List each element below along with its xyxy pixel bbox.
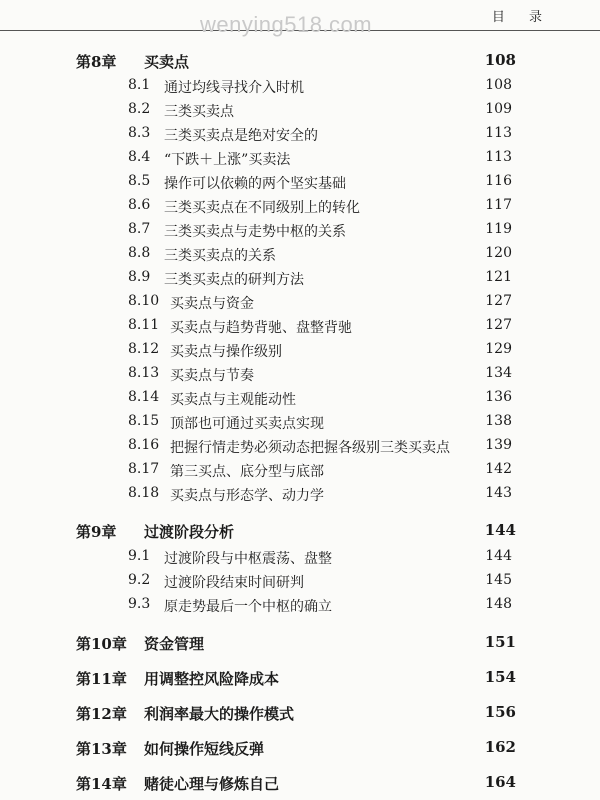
chapter-number: 第10章 (76, 635, 127, 653)
section-page: 136 (485, 389, 512, 405)
section-title: 买卖点与操作级别 (170, 344, 282, 360)
section-page: 120 (485, 245, 512, 261)
chapter-page: 108 (484, 51, 516, 69)
chapter-title: 用调整控风险降成本 (144, 670, 280, 688)
chapter-title: 买卖点 (144, 53, 190, 71)
chapter-14-entry[interactable] (76, 770, 516, 794)
section-title: 三类买卖点 (164, 104, 234, 120)
section-entry[interactable] (128, 195, 512, 217)
chapter-page: 156 (484, 703, 516, 721)
chapter-9-entry[interactable] (76, 518, 516, 542)
section-entry[interactable] (128, 435, 512, 457)
chapter-title: 过渡阶段分析 (144, 523, 235, 541)
section-entry[interactable] (128, 546, 512, 568)
watermark: wenying518.com (200, 12, 373, 37)
section-title: “下跌＋上涨”买卖法 (164, 152, 291, 168)
section-entry[interactable] (128, 291, 512, 313)
section-page: 121 (485, 269, 512, 285)
section-entry[interactable] (128, 387, 512, 409)
section-number: 8.12 (128, 341, 160, 357)
section-title: 过渡阶段与中枢震荡、盘整 (164, 551, 332, 567)
section-entry[interactable] (128, 411, 512, 433)
section-title: 通过均线寻找介入时机 (164, 80, 304, 96)
chapter-page: 154 (484, 668, 516, 686)
section-page: 145 (485, 572, 512, 588)
section-number: 8.5 (128, 173, 151, 189)
chapter-number: 第8章 (76, 53, 117, 71)
section-title: 买卖点与节奏 (170, 368, 254, 384)
section-number: 8.16 (128, 437, 160, 453)
section-entry[interactable] (128, 123, 512, 145)
section-title: 三类买卖点在不同级别上的转化 (164, 200, 360, 216)
chapter-title: 如何操作短线反弹 (144, 740, 265, 758)
section-page: 144 (485, 548, 512, 564)
section-number: 8.7 (128, 221, 151, 237)
section-number: 9.3 (128, 596, 151, 612)
chapter-number: 第13章 (76, 740, 127, 758)
chapter-13-entry[interactable] (76, 735, 516, 759)
chapter-8-entry[interactable] (76, 48, 516, 72)
chapter-title: 赌徒心理与修炼自己 (144, 775, 280, 793)
section-page: 127 (485, 293, 512, 309)
section-page: 142 (485, 461, 512, 477)
chapter-title: 利润率最大的操作模式 (144, 705, 295, 723)
section-number: 8.17 (128, 461, 160, 477)
section-title: 买卖点与资金 (170, 296, 254, 312)
section-number: 8.9 (128, 269, 151, 285)
section-number: 9.1 (128, 548, 151, 564)
section-title: 买卖点与形态学、动力学 (170, 488, 324, 504)
section-number: 9.2 (128, 572, 151, 588)
section-number: 8.14 (128, 389, 160, 405)
section-page: 143 (485, 485, 512, 501)
section-entry[interactable] (128, 219, 512, 241)
section-title: 原走势最后一个中枢的确立 (164, 599, 332, 615)
chapter-number: 第11章 (76, 670, 127, 688)
section-number: 8.1 (128, 77, 151, 93)
chapter-number: 第12章 (76, 705, 127, 723)
section-page: 129 (485, 341, 512, 357)
section-title: 顶部也可通过买卖点实现 (170, 416, 324, 432)
chapter-title: 资金管理 (144, 635, 205, 653)
section-title: 三类买卖点与走势中枢的关系 (164, 224, 346, 240)
section-entry[interactable] (128, 363, 512, 385)
section-page: 127 (485, 317, 512, 333)
chapter-page: 151 (484, 633, 516, 651)
section-entry[interactable] (128, 594, 512, 616)
chapter-page: 144 (484, 521, 516, 539)
section-title: 三类买卖点的关系 (164, 248, 276, 264)
section-number: 8.10 (128, 293, 160, 309)
section-page: 119 (485, 221, 512, 237)
section-page: 148 (485, 596, 512, 612)
section-page: 113 (485, 125, 512, 141)
section-page: 116 (485, 173, 512, 189)
section-page: 134 (485, 365, 512, 381)
section-title: 买卖点与主观能动性 (170, 392, 296, 408)
section-entry[interactable] (128, 147, 512, 169)
section-number: 8.2 (128, 101, 151, 117)
section-entry[interactable] (128, 243, 512, 265)
chapter-11-entry[interactable] (76, 665, 516, 689)
section-entry[interactable] (128, 339, 512, 361)
section-title: 第三买点、底分型与底部 (170, 464, 324, 480)
section-page: 117 (485, 197, 512, 213)
section-entry[interactable] (128, 459, 512, 481)
chapter-page: 164 (484, 773, 516, 791)
section-number: 8.18 (128, 485, 160, 501)
section-entry[interactable] (128, 267, 512, 289)
running-head: 目 录 (491, 10, 552, 25)
section-title: 操作可以依赖的两个坚实基础 (164, 176, 346, 192)
section-number: 8.4 (128, 149, 151, 165)
section-title: 三类买卖点的研判方法 (164, 272, 304, 288)
section-entry[interactable] (128, 171, 512, 193)
section-page: 113 (485, 149, 512, 165)
section-entry[interactable] (128, 483, 512, 505)
section-entry[interactable] (128, 570, 512, 592)
section-number: 8.6 (128, 197, 151, 213)
chapter-number: 第9章 (76, 523, 117, 541)
section-number: 8.15 (128, 413, 160, 429)
section-page: 139 (485, 437, 512, 453)
section-entry[interactable] (128, 99, 512, 121)
section-number: 8.13 (128, 365, 160, 381)
section-number: 8.8 (128, 245, 151, 261)
chapter-10-entry[interactable] (76, 630, 516, 654)
section-number: 8.11 (128, 317, 160, 333)
chapter-12-entry[interactable] (76, 700, 516, 724)
section-title: 把握行情走势必须动态把握各级别三类买卖点 (170, 440, 450, 456)
section-number: 8.3 (128, 125, 151, 141)
chapter-number: 第14章 (76, 775, 127, 793)
section-title: 过渡阶段结束时间研判 (164, 575, 304, 591)
chapter-page: 162 (484, 738, 516, 756)
section-title: 买卖点与趋势背驰、盘整背驰 (170, 320, 352, 336)
section-page: 138 (485, 413, 512, 429)
section-entry[interactable] (128, 75, 512, 97)
section-page: 109 (485, 101, 512, 117)
section-page: 108 (485, 77, 512, 93)
section-entry[interactable] (128, 315, 512, 337)
section-title: 三类买卖点是绝对安全的 (164, 128, 318, 144)
